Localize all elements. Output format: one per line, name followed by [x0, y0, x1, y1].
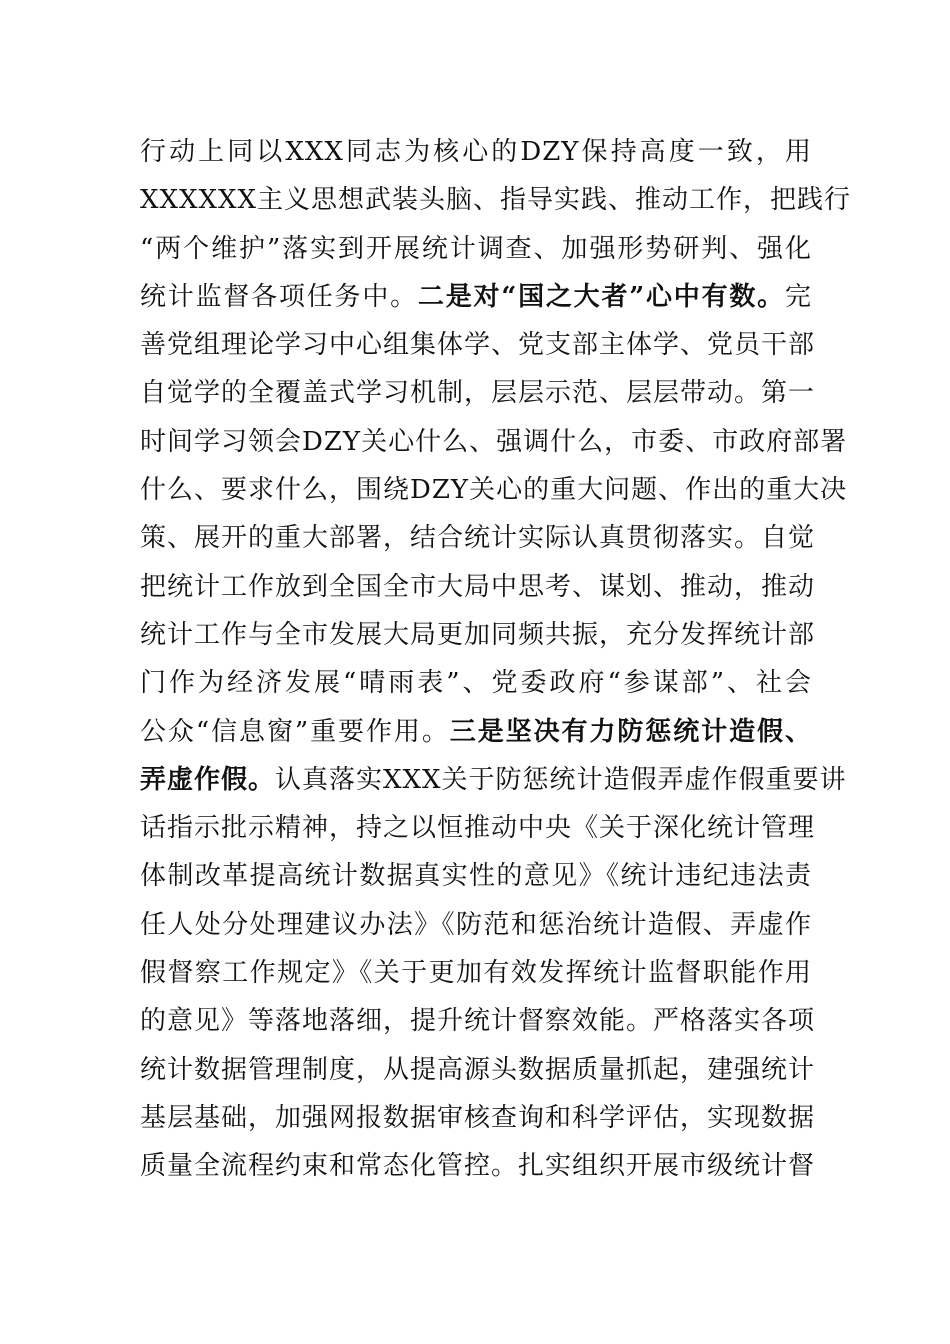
- paragraph-text: 善党组理论学习中心组集体学、党支部主体学、党员干部: [140, 330, 816, 361]
- paragraph-text: 行动上同以XXX同志为核心的DZY保持高度一致，用: [140, 137, 812, 167]
- paragraph-text: 把统计工作放到全国全市大局中思考、谋划、推动，推动: [140, 571, 816, 602]
- text-line: [140, 949, 812, 997]
- paragraph-text: 统计数据管理制度，从提高源头数据质量抓起，建强统计: [140, 1054, 816, 1085]
- paragraph-text: “两个维护”落实到开展统计调查、加强形势研判、强化: [140, 233, 812, 264]
- paragraph-text: 公众“信息窗”重要作用。: [140, 716, 450, 747]
- text-line: [140, 418, 848, 466]
- text-line: [140, 611, 816, 659]
- text-line: [140, 321, 816, 369]
- paragraph-text: 统计工作与全市发展大局更加同频共振，充分发挥统计部: [140, 619, 816, 650]
- text-line: [140, 273, 812, 321]
- text-line: [140, 225, 812, 273]
- text-line: [140, 514, 816, 562]
- paragraph-text: 认真落实XXX关于防惩统计造假弄虚作假重要讲: [275, 764, 847, 795]
- text-line: [140, 176, 852, 224]
- bold-heading-text: 弄虚作假。: [140, 764, 276, 795]
- text-line: [140, 1142, 816, 1190]
- text-line: [140, 997, 816, 1045]
- text-line: [140, 852, 812, 900]
- paragraph-text: 假督察工作规定》《关于更加有效发挥统计监督职能作用: [140, 958, 812, 989]
- text-line: [140, 1046, 816, 1094]
- paragraph-text: 门作为经济发展“晴雨表”、党委政府“参谋部”、社会: [140, 668, 812, 699]
- text-line: [140, 804, 816, 852]
- paragraph-text: 自觉学的全覆盖式学习机制，层层示范、层层带动。第一: [140, 378, 816, 409]
- paragraph-text: 任人处分处理建议办法》《防范和惩治统计造假、弄虚作: [140, 909, 812, 940]
- text-line: [140, 128, 812, 176]
- paragraph-text: 话指示批示精神，持之以恒推动中央《关于深化统计管理: [140, 813, 816, 844]
- text-line: [140, 466, 848, 514]
- paragraph-text: XXXXXX主义思想武装头脑、指导实践、推动工作，把践行: [140, 185, 852, 216]
- paragraph-text: 什么、要求什么，围绕DZY关心的重大问题、作出的重大决: [140, 475, 848, 506]
- text-line: [140, 708, 812, 756]
- paragraph-text: 统计监督各项任务中。: [140, 281, 418, 312]
- text-line: [140, 369, 816, 417]
- text-line: [140, 659, 812, 707]
- text-line: [140, 756, 847, 804]
- document-body-text: [140, 128, 852, 1191]
- text-line: [140, 563, 816, 611]
- paragraph-text: 质量全流程约束和常态化管控。扎实组织开展市级统计督: [140, 1151, 816, 1182]
- paragraph-text: 的意见》等落地落细，提升统计督察效能。严格落实各项: [140, 1006, 816, 1037]
- paragraph-text: 时间学习领会DZY关心什么、强调什么，市委、市政府部署: [140, 426, 848, 457]
- bold-heading-text: 二是对“国之大者”心中有数。: [417, 281, 785, 312]
- text-line: [140, 1094, 816, 1142]
- paragraph-text: 基层基础，加强网报数据审核查询和科学评估，实现数据: [140, 1102, 816, 1133]
- paragraph-text: 体制改革提高统计数据真实性的意见》《统计违纪违法责: [140, 861, 812, 892]
- text-line: [140, 901, 812, 949]
- bold-heading-text: 三是坚决有力防惩统计造假、: [449, 716, 812, 747]
- paragraph-text: 策、展开的重大部署，结合统计实际认真贯彻落实。自觉: [140, 523, 816, 554]
- paragraph-text: 完: [784, 281, 812, 312]
